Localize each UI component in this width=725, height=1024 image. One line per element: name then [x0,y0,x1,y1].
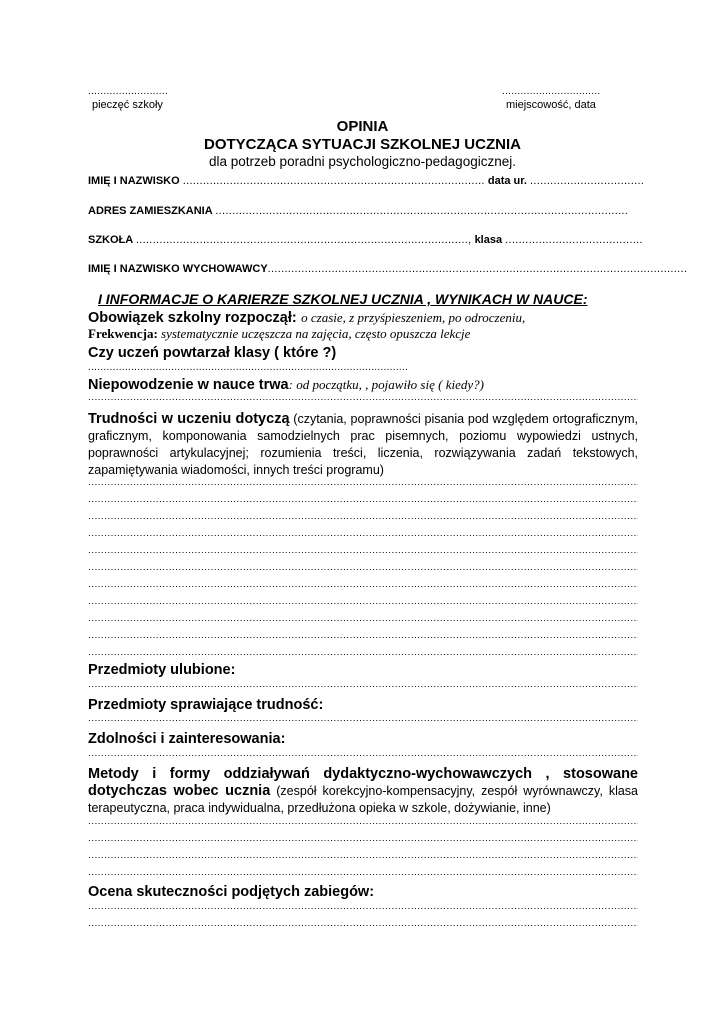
difficulties-answer-line[interactable] [88,484,638,490]
difficulties-text: (czytania, poprawności pisania pod względem ortograficznym, graficznym, komponowania samodzielnych prac pisemnych, poziomu wypowiedzi ustnych, poprawności artykulacyjnej; rozumienia treści, liczenia, rozwiązywania zadań tekstowych, zapamiętywania wiadomości, innych treści programu) [88,412,638,477]
methods-answer-line[interactable] [88,823,638,829]
address-label: ADRES ZAMIESZKANIA [88,205,213,217]
dob-label: data ur. [487,175,527,187]
evaluation-answer-line[interactable] [88,925,638,931]
document-title: OPINIA [336,118,389,135]
section-heading: I INFORMACJE O KARIERZE SZKOLNEJ UCZNIA , WYNIKACH W NAUCE: [98,291,588,307]
methods-label: Metody i formy oddziaływań dydaktyczno-wychowawczych , stosowane dotychczas wobec ucznia [88,766,638,799]
teacher-dots: ............................................................................................................................. [267,263,688,275]
class-label: klasa [474,234,503,246]
evaluation-label: Ocena skuteczności podjętych zabiegów: [88,884,375,900]
talents-answer-line[interactable] [88,755,638,761]
school-field[interactable] [88,234,643,246]
difficulties-answer-line[interactable] [88,535,638,541]
methods-answer-line[interactable] [88,874,638,880]
teacher-label: IMIĘ I NAZWISKO WYCHOWAWCY [88,263,268,275]
difficulties-answer-line[interactable] [88,552,638,558]
difficulties-answer-line[interactable] [88,654,638,660]
difficulties-answer-line[interactable] [88,586,638,592]
evaluation-answer-line[interactable] [88,908,638,914]
methods-paragraph [88,766,638,817]
failure-label: Niepowodzenie w nauce trwa [88,377,289,393]
difficulties-paragraph [88,411,638,479]
obowiazek-label: Obowiązek szkolny rozpoczął: [88,310,297,326]
frekwencja-label: Frekwencja: [88,326,158,341]
repeat-answer-line[interactable]: ........................................................................................................ [88,362,409,373]
school-label: SZKOŁA [88,234,133,246]
hard-subjects-answer-line[interactable] [88,720,638,726]
place-date-dots: ................................ [502,86,601,97]
favourite-answer-line[interactable] [88,686,638,692]
document-subtitle: DOTYCZĄCA SYTUACJI SZKOLNEJ UCZNIA [204,136,521,153]
difficulties-answer-line[interactable] [88,637,638,643]
repeat-label: Czy uczeń powtarzał klasy ( które ?) [88,345,337,361]
difficulties-answer-line[interactable] [88,569,638,575]
school-dots: ..................................................................................................., [135,234,472,246]
class-dots: ......................................... [505,234,643,246]
stamp-dots: .......................... [88,86,169,97]
address-dots: ........................................................................................................................... [215,205,629,217]
frekwencja-options: systematycznie uczęszcza na zajęcia, często opuszcza lekcje [161,326,471,341]
dob-dots: .................................. [530,175,645,187]
stamp-label: pieczęć szkoły [92,99,163,111]
favourite-subjects-label: Przedmioty ulubione: [88,662,236,678]
failure-row [88,376,484,394]
hard-subjects-label: Przedmioty sprawiające trudność: [88,697,324,713]
failure-options: : od początku, , pojawiło się ( kiedy?) [288,377,484,392]
difficulties-answer-line[interactable] [88,620,638,626]
failure-answer-line[interactable] [88,399,638,405]
address-field[interactable] [88,205,628,217]
name-dots: .......................................................................................... [182,175,485,187]
document-purpose: dla potrzeb poradni psychologiczno-pedagogicznej. [209,154,516,169]
methods-answer-line[interactable] [88,857,638,863]
difficulties-label: Trudności w uczeniu dotyczą [88,411,290,427]
obowiazek-options: o czasie, z przyśpieszeniem, po odroczeniu, [301,310,526,325]
difficulties-answer-line[interactable] [88,501,638,507]
methods-text: (zespół korekcyjno-kompensacyjny, zespół wyrównawczy, klasa terapeutyczna, praca indywidualna, przedłużona opieka w szkole, dożywianie, inne) [88,784,638,815]
teacher-field[interactable] [88,263,687,275]
difficulties-answer-line[interactable] [88,518,638,524]
talents-label: Zdolności i zainteresowania: [88,731,286,747]
difficulties-answer-line[interactable] [88,603,638,609]
place-date-label: miejscowość, data [506,99,596,111]
name-field[interactable] [88,175,644,187]
methods-answer-line[interactable] [88,840,638,846]
name-label: IMIĘ I NAZWISKO [88,175,180,187]
frekwencja-row [88,326,470,342]
obowiazek-row [88,309,525,327]
